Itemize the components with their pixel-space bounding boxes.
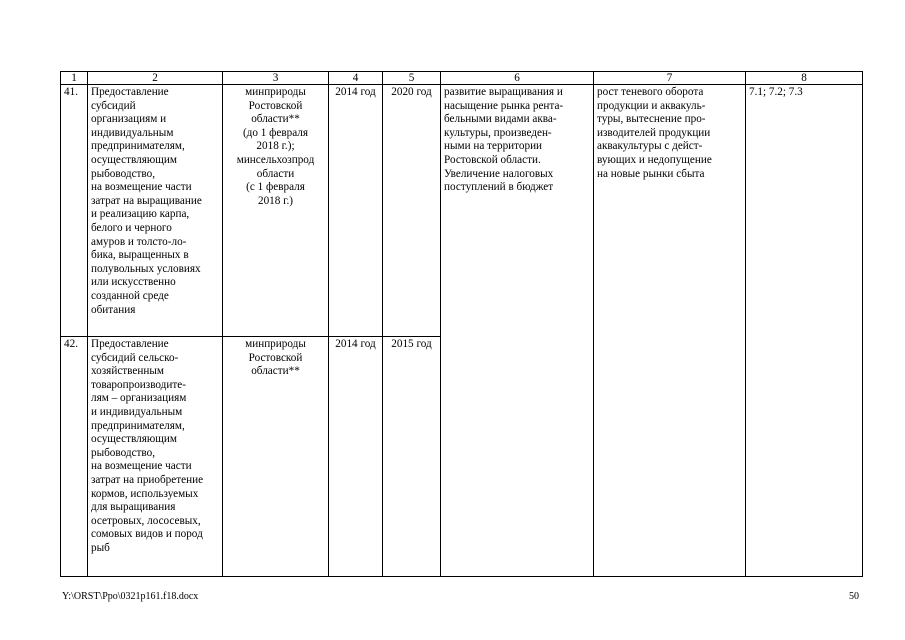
executor-cell: минприроды Ростовской области** (до 1 февраля 2018 г.); минсельхозпрод области (с 1 февраля 2018 г.) — [223, 85, 329, 337]
program-measures-table — [60, 71, 863, 577]
indicator-link-cell: 7.1; 7.2; 7.3 — [746, 85, 863, 337]
consequence-cell — [594, 337, 746, 577]
column-header: 6 — [441, 72, 594, 85]
column-header: 4 — [329, 72, 383, 85]
indicator-link-cell — [746, 337, 863, 577]
end-year-cell: 2015 год — [383, 337, 441, 577]
expected-result-cell: развитие выращивания и насыщение рынка рента- бельными видами аква- культуры, произведен- ными на территории Ростовской области. Увеличение налоговых поступлений в бюджет — [441, 85, 594, 337]
column-header: 7 — [594, 72, 746, 85]
row-number: 42. — [61, 337, 88, 577]
measure-description: Предоставление субсидий сельско- хозяйственным товаропроизводите- лям – организациям и индивидуальным предпринимателям, осуществляющим рыбоводство, на возмещение части затрат на приобретение кормов, используемых для выращивания осетровых, лососевых, сомовых видов и пород рыб — [88, 337, 223, 577]
row-number: 41. — [61, 85, 88, 337]
column-header: 3 — [223, 72, 329, 85]
column-header: 2 — [88, 72, 223, 85]
header-row — [61, 72, 863, 85]
end-year-cell: 2020 год — [383, 85, 441, 337]
page-number: 50 — [849, 591, 859, 602]
column-header: 5 — [383, 72, 441, 85]
table-row — [61, 337, 863, 577]
table-row — [61, 85, 863, 337]
start-year-cell: 2014 год — [329, 85, 383, 337]
column-header: 8 — [746, 72, 863, 85]
column-header: 1 — [61, 72, 88, 85]
measure-description: Предоставление субсидий организациям и индивидуальным предпринимателям, осуществляющим рыбоводство, на возмещение части затрат на выращивание и реализацию карпа, белого и черного амуров и толсто-ло- бика, выращенных в полувольных условиях или искусственно созданной среде обитания — [88, 85, 223, 337]
consequence-cell: рост теневого оборота продукции и аквакуль- туры, вытеснение про- изводителей продукции аквакультуры с дейст- вующих и недопущение на новые рынки сбыта — [594, 85, 746, 337]
expected-result-cell — [441, 337, 594, 577]
start-year-cell: 2014 год — [329, 337, 383, 577]
document-file-path: Y:\ORST\Ppo\0321p161.f18.docx — [62, 591, 199, 602]
executor-cell: минприроды Ростовской области** — [223, 337, 329, 577]
